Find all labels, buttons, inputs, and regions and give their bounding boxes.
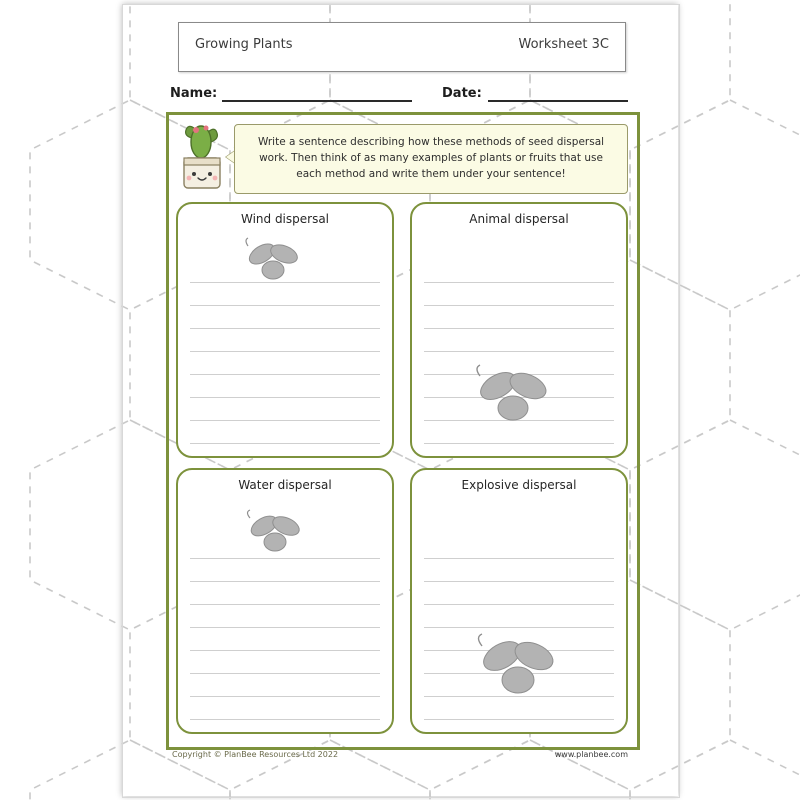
writing-line[interactable] bbox=[190, 352, 380, 375]
answer-box-water[interactable] bbox=[176, 468, 394, 734]
writing-line[interactable] bbox=[190, 605, 380, 628]
instruction-text: Write a sentence describing how these methods of seed dispersal work. Then think of as many examples of plants or fruits that use each method and write them under your sentence! bbox=[257, 136, 605, 180]
writing-lines[interactable] bbox=[190, 536, 380, 720]
writing-line[interactable] bbox=[424, 674, 614, 697]
writing-line[interactable] bbox=[190, 421, 380, 444]
date-input-line[interactable] bbox=[488, 100, 628, 102]
writing-line[interactable] bbox=[190, 651, 380, 674]
writing-line[interactable] bbox=[424, 536, 614, 559]
writing-line[interactable] bbox=[190, 582, 380, 605]
name-label: Name: bbox=[170, 86, 218, 101]
instruction-bubble bbox=[234, 124, 628, 194]
writing-line[interactable] bbox=[190, 697, 380, 720]
writing-line[interactable] bbox=[424, 329, 614, 352]
writing-line[interactable] bbox=[190, 628, 380, 651]
writing-line[interactable] bbox=[190, 306, 380, 329]
writing-line[interactable] bbox=[424, 352, 614, 375]
answer-box-title: Animal dispersal bbox=[469, 212, 569, 226]
copyright-text: Copyright © PlanBee Resources Ltd 2022 bbox=[172, 750, 339, 759]
writing-line[interactable] bbox=[424, 375, 614, 398]
answer-box-wind[interactable] bbox=[176, 202, 394, 458]
writing-line[interactable] bbox=[424, 306, 614, 329]
writing-line[interactable] bbox=[190, 375, 380, 398]
writing-line[interactable] bbox=[424, 421, 614, 444]
writing-line[interactable] bbox=[190, 398, 380, 421]
writing-lines[interactable] bbox=[424, 260, 614, 444]
writing-line[interactable] bbox=[424, 651, 614, 674]
cactus-character-icon bbox=[174, 120, 232, 196]
writing-line[interactable] bbox=[190, 674, 380, 697]
writing-line[interactable] bbox=[424, 697, 614, 720]
writing-lines[interactable] bbox=[190, 260, 380, 444]
writing-line[interactable] bbox=[190, 283, 380, 306]
page-title: Growing Plants bbox=[195, 37, 293, 52]
writing-line[interactable] bbox=[424, 582, 614, 605]
worksheet-header bbox=[178, 22, 626, 72]
name-date-row bbox=[170, 84, 632, 108]
writing-line[interactable] bbox=[424, 559, 614, 582]
writing-line[interactable] bbox=[424, 605, 614, 628]
worksheet-label: Worksheet 3C bbox=[518, 37, 609, 52]
writing-line[interactable] bbox=[190, 559, 380, 582]
writing-line[interactable] bbox=[424, 283, 614, 306]
answer-box-title: Wind dispersal bbox=[240, 212, 330, 226]
name-input-line[interactable] bbox=[222, 100, 412, 102]
answer-box-title: Water dispersal bbox=[238, 478, 332, 492]
website-link[interactable]: www.planbee.com bbox=[554, 750, 628, 759]
writing-line[interactable] bbox=[424, 628, 614, 651]
answer-box-animal[interactable] bbox=[410, 202, 628, 458]
answer-box-explosive[interactable] bbox=[410, 468, 628, 734]
writing-line[interactable] bbox=[424, 398, 614, 421]
writing-line[interactable] bbox=[190, 260, 380, 283]
writing-line[interactable] bbox=[190, 329, 380, 352]
writing-lines[interactable] bbox=[424, 536, 614, 720]
writing-line[interactable] bbox=[424, 260, 614, 283]
date-label: Date: bbox=[442, 86, 482, 101]
answer-box-title: Explosive dispersal bbox=[461, 478, 577, 492]
writing-line[interactable] bbox=[190, 536, 380, 559]
